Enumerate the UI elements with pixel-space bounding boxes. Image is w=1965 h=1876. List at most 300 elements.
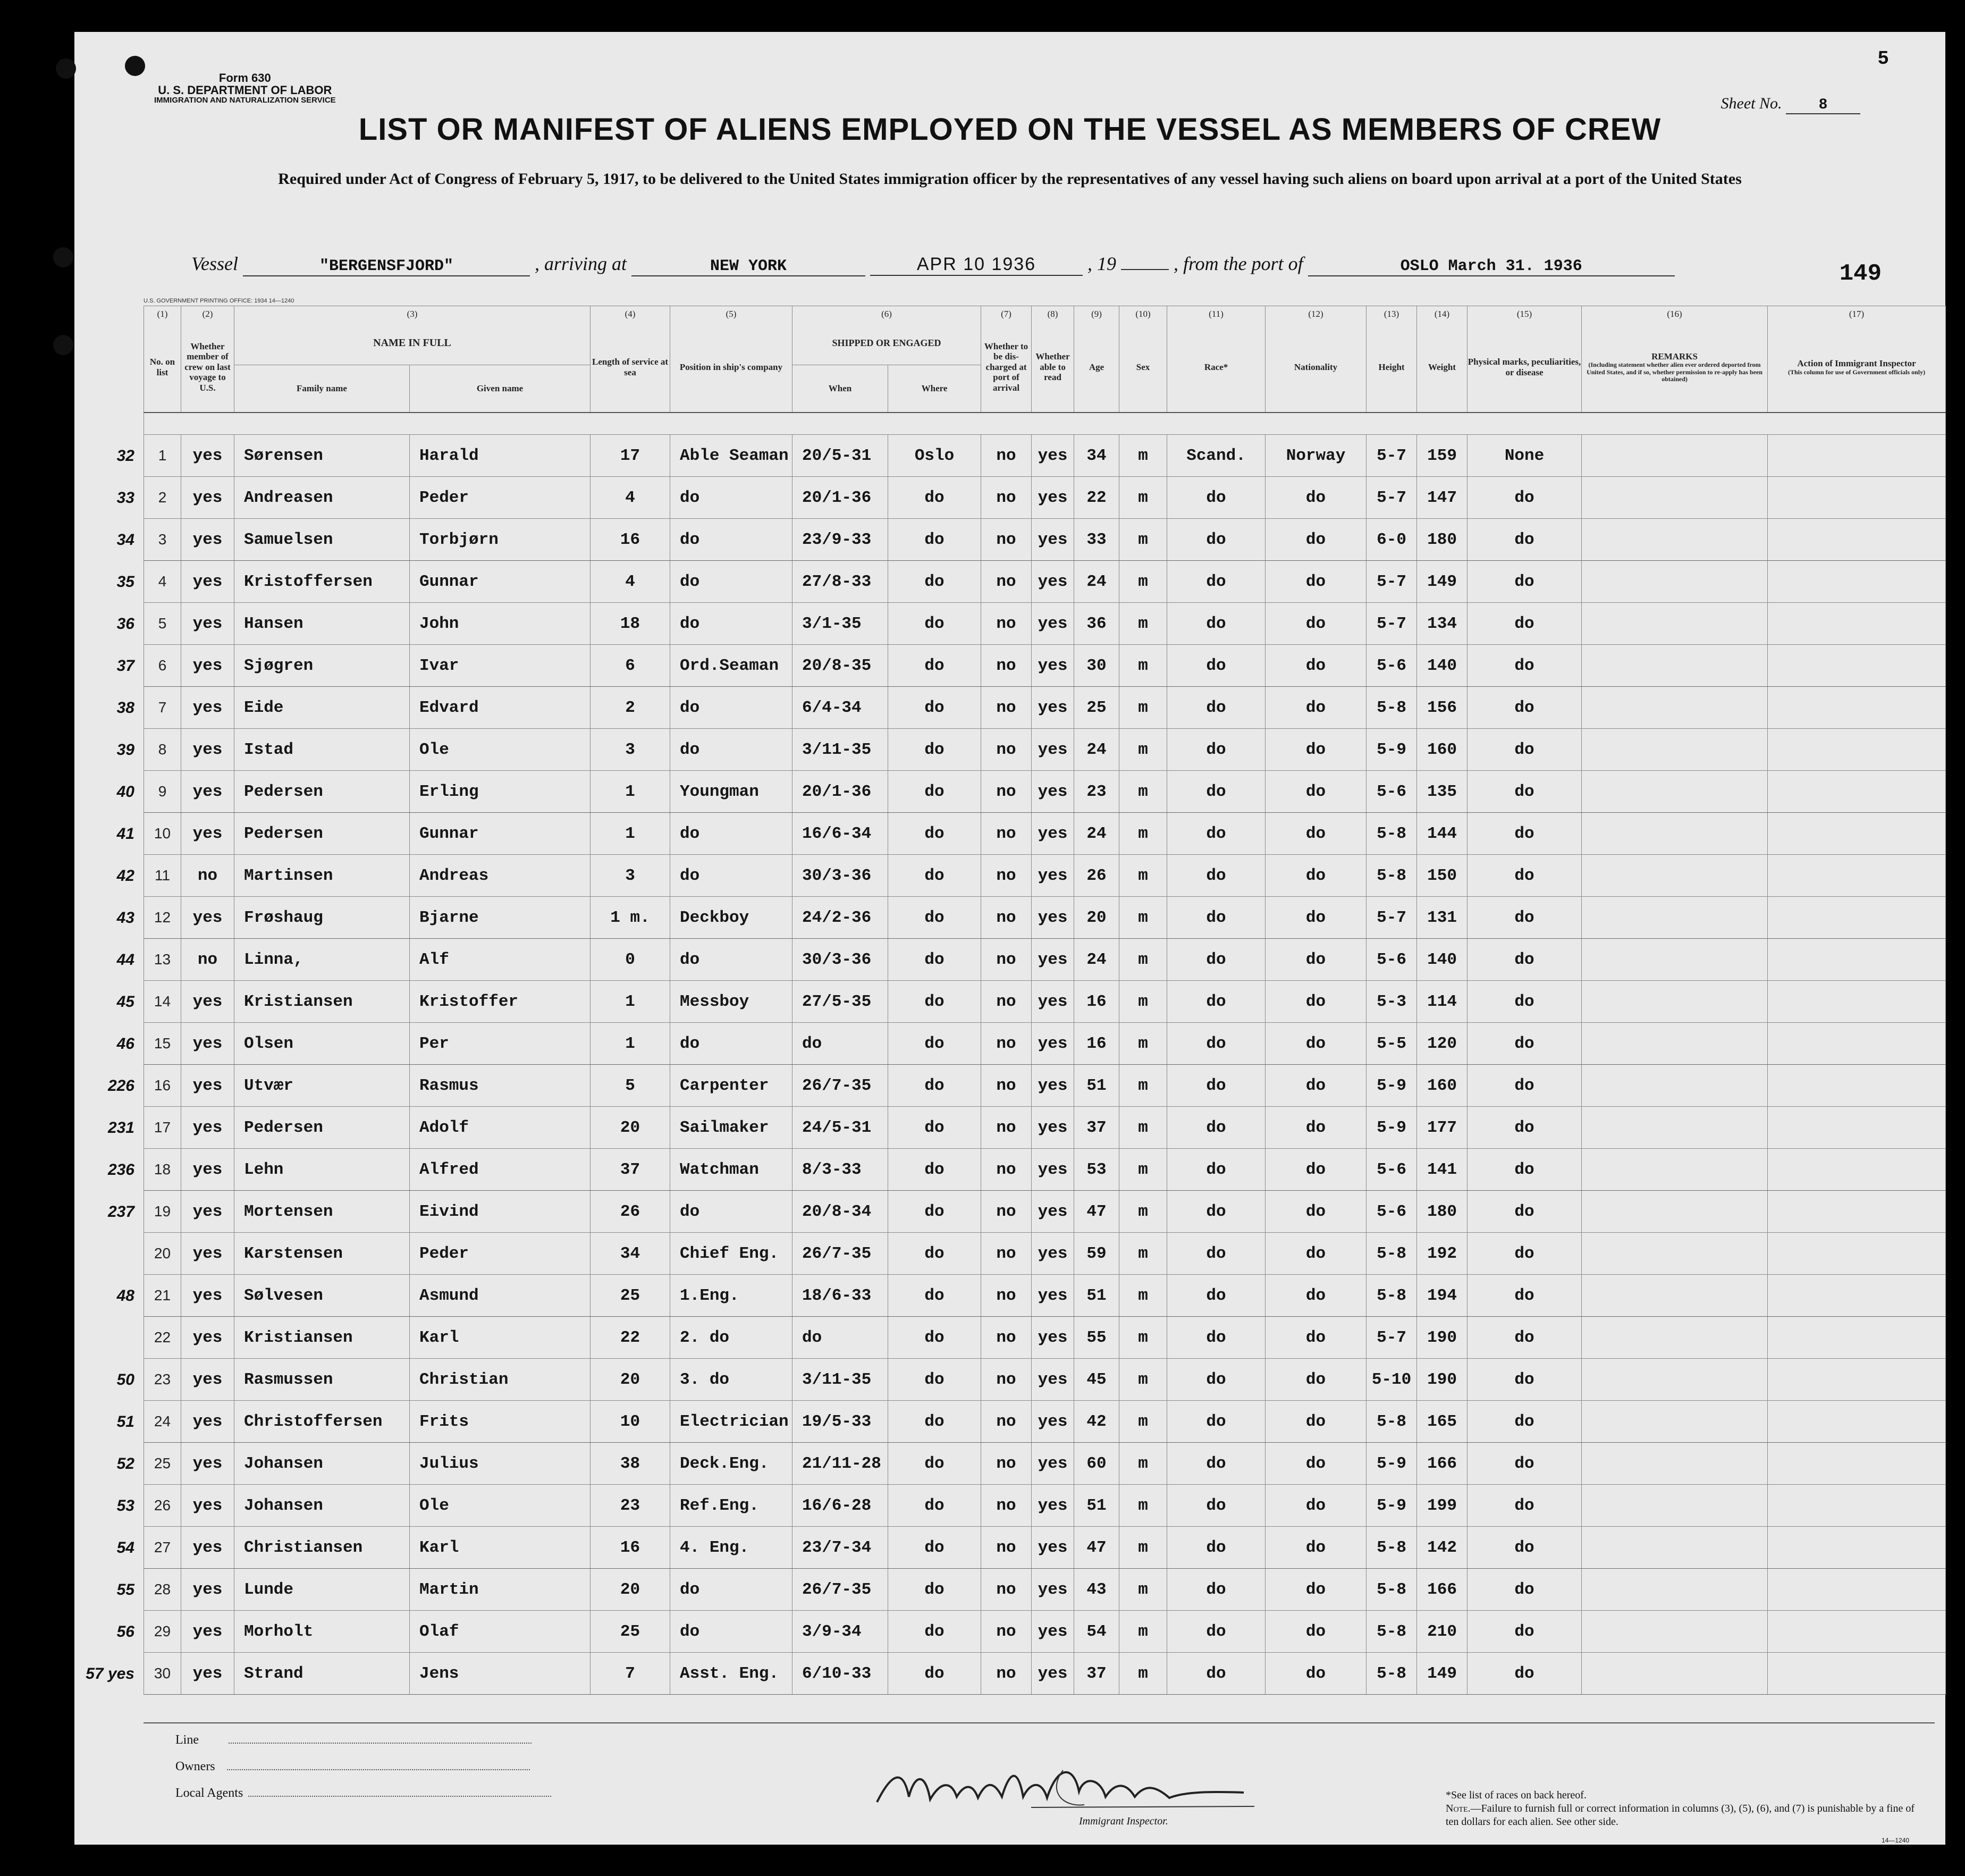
remarks-cell xyxy=(1582,435,1768,477)
nationality-cell: do xyxy=(1266,1317,1367,1359)
shipped-when-cell: 20/8-35 xyxy=(792,645,888,687)
row-number-text: 25 xyxy=(154,1455,171,1471)
inspector-action-cell xyxy=(1768,477,1946,519)
position-cell: do xyxy=(670,729,792,771)
position-cell: 4. Eng. xyxy=(670,1527,792,1569)
shipped-when-cell: 16/6-28 xyxy=(792,1485,888,1527)
given-name-cell: Ivar xyxy=(410,645,591,687)
given-name-cell: Frits xyxy=(410,1401,591,1443)
age-cell: 51 xyxy=(1074,1275,1119,1317)
inspector-action-cell xyxy=(1768,1317,1946,1359)
service-length-cell: 6 xyxy=(591,645,670,687)
given-name-cell: Asmund xyxy=(410,1275,591,1317)
remarks-cell xyxy=(1582,897,1768,939)
crew-row xyxy=(144,687,1946,729)
discharged-cell: no xyxy=(981,897,1032,939)
last-voyage-cell: yes xyxy=(181,1023,234,1065)
height-cell: 5-8 xyxy=(1367,813,1417,855)
row-number-text: 22 xyxy=(154,1329,171,1345)
age-cell: 16 xyxy=(1074,1023,1119,1065)
col-num: (14) xyxy=(1417,306,1468,323)
remarks-cell xyxy=(1582,939,1768,981)
able-read-cell: yes xyxy=(1032,435,1074,477)
race-cell: do xyxy=(1167,1149,1266,1191)
service-length-cell: 5 xyxy=(591,1065,670,1107)
last-voyage-cell: no xyxy=(181,855,234,897)
remarks-cell xyxy=(1582,1569,1768,1611)
form-number: Form 630 xyxy=(218,71,271,85)
sex-cell: m xyxy=(1119,477,1167,519)
height-cell: 5-10 xyxy=(1367,1359,1417,1401)
position-cell: do xyxy=(670,855,792,897)
able-read-cell: yes xyxy=(1032,1233,1074,1275)
row-number xyxy=(86,1653,181,1695)
last-voyage-cell: yes xyxy=(181,1569,234,1611)
row-number-text: 27 xyxy=(154,1539,171,1555)
able-read-cell: yes xyxy=(1032,981,1074,1023)
discharged-cell: no xyxy=(981,561,1032,603)
position-cell: Sailmaker xyxy=(670,1107,792,1149)
physical-marks-cell: do xyxy=(1468,855,1582,897)
shipped-when-cell: 20/1-36 xyxy=(792,477,888,519)
physical-marks-cell: do xyxy=(1468,939,1582,981)
line-field xyxy=(229,1743,532,1744)
service-length-cell: 16 xyxy=(591,1527,670,1569)
weight-cell: 194 xyxy=(1417,1275,1468,1317)
race-cell: do xyxy=(1167,1191,1266,1233)
shipped-when-cell: 3/11-35 xyxy=(792,1359,888,1401)
row-number-text: 8 xyxy=(158,741,167,758)
weight-cell: 144 xyxy=(1417,813,1468,855)
family-name-cell: Sølvesen xyxy=(234,1275,410,1317)
nationality-cell: do xyxy=(1266,603,1367,645)
able-read-cell: yes xyxy=(1032,855,1074,897)
service-length-cell: 25 xyxy=(591,1611,670,1653)
department-name: U. S. DEPARTMENT OF LABOR xyxy=(158,83,332,97)
inspector-action-cell xyxy=(1768,1359,1946,1401)
last-voyage-cell: yes xyxy=(181,1443,234,1485)
height-cell: 5-8 xyxy=(1367,1527,1417,1569)
given-name-cell: Christian xyxy=(410,1359,591,1401)
nationality-cell: do xyxy=(1266,813,1367,855)
crew-row xyxy=(144,1401,1946,1443)
race-cell: do xyxy=(1167,855,1266,897)
weight-cell: 140 xyxy=(1417,645,1468,687)
nationality-cell: do xyxy=(1266,645,1367,687)
owners-field xyxy=(227,1769,530,1770)
race-cell: do xyxy=(1167,1065,1266,1107)
nationality-cell: do xyxy=(1266,771,1367,813)
service-length-cell: 4 xyxy=(591,477,670,519)
last-voyage-cell: yes xyxy=(181,1149,234,1191)
position-cell: Able Seaman xyxy=(670,435,792,477)
row-number xyxy=(107,1191,181,1233)
physical-marks-cell: do xyxy=(1468,561,1582,603)
able-read-cell: yes xyxy=(1032,1065,1074,1107)
margin-number: 53 xyxy=(116,1497,134,1515)
shipped-where-cell: do xyxy=(888,1611,981,1653)
row-number-text: 29 xyxy=(154,1623,171,1639)
weight-cell: 192 xyxy=(1417,1233,1468,1275)
age-cell: 51 xyxy=(1074,1485,1119,1527)
age-cell: 47 xyxy=(1074,1191,1119,1233)
sex-cell: m xyxy=(1119,1191,1167,1233)
last-voyage-cell: yes xyxy=(181,519,234,561)
col-num: (10) xyxy=(1119,306,1167,323)
able-read-cell: yes xyxy=(1032,561,1074,603)
nationality-cell: do xyxy=(1266,1275,1367,1317)
weight-cell: 156 xyxy=(1417,687,1468,729)
crew-row xyxy=(144,1317,1946,1359)
row-number-text: 11 xyxy=(154,867,171,884)
nationality-cell: do xyxy=(1266,855,1367,897)
shipped-when-cell: 3/11-35 xyxy=(792,729,888,771)
able-read-cell: yes xyxy=(1032,477,1074,519)
header-name-in-full: NAME IN FULL xyxy=(234,322,591,365)
race-cell: do xyxy=(1167,1653,1266,1695)
col-num: (2) xyxy=(181,306,234,323)
discharged-cell: no xyxy=(981,1653,1032,1695)
able-read-cell: yes xyxy=(1032,645,1074,687)
arriving-port: NEW YORK xyxy=(631,257,865,276)
height-cell: 5-6 xyxy=(1367,771,1417,813)
family-name-cell: Kristiansen xyxy=(234,1317,410,1359)
inspector-signature xyxy=(872,1760,1276,1818)
shipped-where-cell: do xyxy=(888,519,981,561)
margin-number: 236 xyxy=(107,1161,134,1179)
row-number-text: 26 xyxy=(154,1497,171,1513)
given-name-cell: Adolf xyxy=(410,1107,591,1149)
service-length-cell: 26 xyxy=(591,1191,670,1233)
sex-cell: m xyxy=(1119,603,1167,645)
nationality-cell: do xyxy=(1266,939,1367,981)
header-age: Age xyxy=(1074,322,1119,413)
last-voyage-cell: yes xyxy=(181,1107,234,1149)
row-number-text: 9 xyxy=(158,783,167,800)
height-cell: 5-8 xyxy=(1367,1569,1417,1611)
row-number-text: 15 xyxy=(154,1035,171,1051)
race-cell: do xyxy=(1167,1527,1266,1569)
shipped-where-cell: do xyxy=(888,1233,981,1275)
sex-cell: m xyxy=(1119,813,1167,855)
remarks-cell xyxy=(1582,1443,1768,1485)
nationality-cell: do xyxy=(1266,1443,1367,1485)
age-cell: 20 xyxy=(1074,897,1119,939)
height-cell: 5-5 xyxy=(1367,1023,1417,1065)
inspector-action-cell xyxy=(1768,645,1946,687)
crew-row xyxy=(144,561,1946,603)
last-voyage-cell: yes xyxy=(181,897,234,939)
sex-cell: m xyxy=(1119,687,1167,729)
family-name-cell: Christiansen xyxy=(234,1527,410,1569)
row-number xyxy=(116,855,181,897)
sex-cell: m xyxy=(1119,897,1167,939)
age-cell: 60 xyxy=(1074,1443,1119,1485)
sex-cell: m xyxy=(1119,729,1167,771)
shipped-when-cell: 26/7-35 xyxy=(792,1065,888,1107)
margin-number: 56 xyxy=(116,1623,134,1641)
position-cell: Watchman xyxy=(670,1149,792,1191)
service-length-cell: 38 xyxy=(591,1443,670,1485)
sex-cell: m xyxy=(1119,855,1167,897)
crew-row xyxy=(144,1527,1946,1569)
able-read-cell: yes xyxy=(1032,897,1074,939)
shipped-when-cell: 23/9-33 xyxy=(792,519,888,561)
age-cell: 47 xyxy=(1074,1527,1119,1569)
crew-row xyxy=(144,897,1946,939)
row-number-text: 23 xyxy=(154,1371,171,1387)
position-cell: Ord.Seaman xyxy=(670,645,792,687)
footer-labels xyxy=(175,1733,551,1813)
weight-cell: 180 xyxy=(1417,1191,1468,1233)
family-name-cell: Pedersen xyxy=(234,1107,410,1149)
inspector-action-cell xyxy=(1768,1569,1946,1611)
row-number xyxy=(116,687,181,729)
race-cell: do xyxy=(1167,897,1266,939)
last-voyage-cell: yes xyxy=(181,1359,234,1401)
inspector-action-cell xyxy=(1768,561,1946,603)
shipped-when-cell: 20/5-31 xyxy=(792,435,888,477)
nationality-cell: do xyxy=(1266,1611,1367,1653)
remarks-cell xyxy=(1582,981,1768,1023)
remarks-cell xyxy=(1582,1107,1768,1149)
row-number-text: 7 xyxy=(158,699,167,716)
age-cell: 24 xyxy=(1074,813,1119,855)
age-cell: 30 xyxy=(1074,645,1119,687)
shipped-where-cell: do xyxy=(888,1149,981,1191)
family-name-cell: Johansen xyxy=(234,1485,410,1527)
binding-hole xyxy=(53,335,73,355)
age-cell: 51 xyxy=(1074,1065,1119,1107)
last-voyage-cell: yes xyxy=(181,813,234,855)
shipped-where-cell: do xyxy=(888,939,981,981)
race-cell: do xyxy=(1167,1317,1266,1359)
shipped-where-cell: do xyxy=(888,561,981,603)
family-name-cell: Morholt xyxy=(234,1611,410,1653)
weight-cell: 131 xyxy=(1417,897,1468,939)
remarks-cell xyxy=(1582,1191,1768,1233)
given-name-cell: Peder xyxy=(410,477,591,519)
shipped-when-cell: 30/3-36 xyxy=(792,855,888,897)
row-number xyxy=(116,603,181,645)
row-number xyxy=(116,897,181,939)
shipped-when-cell: 21/11-28 xyxy=(792,1443,888,1485)
shipped-when-cell: 8/3-33 xyxy=(792,1149,888,1191)
able-read-cell: yes xyxy=(1032,603,1074,645)
nationality-cell: Norway xyxy=(1266,435,1367,477)
form-code: 14—1240 xyxy=(1882,1837,1910,1844)
shipped-where-cell: do xyxy=(888,1485,981,1527)
given-name-cell: Torbjørn xyxy=(410,519,591,561)
header-discharged: Whether to be dis-charged at port of arrival xyxy=(981,322,1032,413)
shipped-when-cell: 26/7-35 xyxy=(792,1569,888,1611)
margin-number: 34 xyxy=(116,531,134,549)
remarks-cell xyxy=(1582,1359,1768,1401)
remarks-cell xyxy=(1582,1653,1768,1695)
header-family-name: Family name xyxy=(234,365,410,413)
shipped-when-cell: 19/5-33 xyxy=(792,1401,888,1443)
age-cell: 42 xyxy=(1074,1401,1119,1443)
race-cell: do xyxy=(1167,1359,1266,1401)
able-read-cell: yes xyxy=(1032,1191,1074,1233)
remarks-cell xyxy=(1582,603,1768,645)
given-name-cell: Rasmus xyxy=(410,1065,591,1107)
sex-cell: m xyxy=(1119,561,1167,603)
shipped-when-cell: 6/10-33 xyxy=(792,1653,888,1695)
family-name-cell: Sjøgren xyxy=(234,645,410,687)
remarks-cell xyxy=(1582,645,1768,687)
able-read-cell: yes xyxy=(1032,1527,1074,1569)
position-cell: 3. do xyxy=(670,1359,792,1401)
physical-marks-cell: do xyxy=(1468,981,1582,1023)
remarks-cell xyxy=(1582,561,1768,603)
position-cell: 2. do xyxy=(670,1317,792,1359)
given-name-cell: Erling xyxy=(410,771,591,813)
height-cell: 5-8 xyxy=(1367,1401,1417,1443)
race-cell: do xyxy=(1167,1107,1266,1149)
binding-hole xyxy=(56,58,76,79)
weight-cell: 190 xyxy=(1417,1359,1468,1401)
row-number xyxy=(116,1569,181,1611)
inspector-action-cell xyxy=(1768,1443,1946,1485)
col-num: (16) xyxy=(1582,306,1768,323)
family-name-cell: Lunde xyxy=(234,1569,410,1611)
height-cell: 5-3 xyxy=(1367,981,1417,1023)
able-read-cell: yes xyxy=(1032,729,1074,771)
position-cell: do xyxy=(670,519,792,561)
discharged-cell: no xyxy=(981,1485,1032,1527)
position-cell: 1.Eng. xyxy=(670,1275,792,1317)
height-cell: 5-6 xyxy=(1367,939,1417,981)
shipped-where-cell: do xyxy=(888,1317,981,1359)
inspector-action-cell xyxy=(1768,1527,1946,1569)
owners-label: Owners xyxy=(175,1760,215,1773)
family-name-cell: Strand xyxy=(234,1653,410,1695)
vessel-line xyxy=(191,253,1871,276)
physical-marks-cell: do xyxy=(1468,519,1582,561)
physical-marks-cell: do xyxy=(1468,645,1582,687)
service-length-cell: 20 xyxy=(591,1107,670,1149)
discharged-cell: no xyxy=(981,1527,1032,1569)
given-name-cell: Alf xyxy=(410,939,591,981)
able-read-cell: yes xyxy=(1032,1611,1074,1653)
inspector-action-cell xyxy=(1768,519,1946,561)
race-cell: do xyxy=(1167,1275,1266,1317)
given-name-cell: Karl xyxy=(410,1317,591,1359)
physical-marks-cell: do xyxy=(1468,771,1582,813)
header-last-voyage: Whether member of crew on last voyage to U.S. xyxy=(181,322,234,413)
form-identifier xyxy=(154,72,336,105)
last-voyage-cell: yes xyxy=(181,435,234,477)
races-note: *See list of races on back hereof. xyxy=(1446,1789,1587,1801)
nationality-cell: do xyxy=(1266,1653,1367,1695)
last-voyage-cell: yes xyxy=(181,771,234,813)
header-length-service: Length of service at sea xyxy=(591,322,670,413)
header-weight: Weight xyxy=(1417,322,1468,413)
position-cell: do xyxy=(670,561,792,603)
row-number xyxy=(116,561,181,603)
binding-hole xyxy=(53,247,73,267)
given-name-cell: Bjarne xyxy=(410,897,591,939)
col-num: (7) xyxy=(981,306,1032,323)
height-cell: 5-8 xyxy=(1367,1653,1417,1695)
crew-row xyxy=(144,771,1946,813)
remarks-cell xyxy=(1582,1527,1768,1569)
line-label: Line xyxy=(175,1733,199,1747)
sex-cell: m xyxy=(1119,1065,1167,1107)
service-length-cell: 17 xyxy=(591,435,670,477)
age-cell: 59 xyxy=(1074,1233,1119,1275)
crew-row xyxy=(144,645,1946,687)
race-cell: do xyxy=(1167,1443,1266,1485)
col-num: (8) xyxy=(1032,306,1074,323)
service-length-cell: 7 xyxy=(591,1653,670,1695)
family-name-cell: Rasmussen xyxy=(234,1359,410,1401)
shipped-when-cell: do xyxy=(792,1317,888,1359)
remarks-cell xyxy=(1582,1611,1768,1653)
able-read-cell: yes xyxy=(1032,939,1074,981)
given-name-cell: Peder xyxy=(410,1233,591,1275)
inspector-action-cell xyxy=(1768,1275,1946,1317)
header-where: Where xyxy=(888,365,981,413)
last-voyage-cell: yes xyxy=(181,1317,234,1359)
shipped-when-cell: 24/5-31 xyxy=(792,1107,888,1149)
physical-marks-cell: do xyxy=(1468,687,1582,729)
action-note: (This column for use of Government officials only) xyxy=(1787,368,1926,376)
discharged-cell: no xyxy=(981,855,1032,897)
remarks-cell xyxy=(1582,1401,1768,1443)
row-number-text: 1 xyxy=(158,447,167,464)
col-num: (4) xyxy=(591,306,670,323)
margin-number: 45 xyxy=(116,993,134,1011)
height-cell: 5-7 xyxy=(1367,897,1417,939)
note-label: Note. xyxy=(1446,1803,1471,1814)
inspector-action-cell xyxy=(1768,1233,1946,1275)
row-number-text: 21 xyxy=(154,1287,171,1303)
race-cell: do xyxy=(1167,1485,1266,1527)
inspector-action-cell xyxy=(1768,855,1946,897)
nationality-cell: do xyxy=(1266,1023,1367,1065)
height-cell: 5-6 xyxy=(1367,1191,1417,1233)
page-title: LIST OR MANIFEST OF ALIENS EMPLOYED ON THE VESSEL AS MEMBERS OF CREW xyxy=(358,112,1662,147)
row-number xyxy=(116,981,181,1023)
position-cell: do xyxy=(670,687,792,729)
family-name-cell: Samuelsen xyxy=(234,519,410,561)
remarks-cell xyxy=(1582,477,1768,519)
service-length-cell: 16 xyxy=(591,519,670,561)
shipped-when-cell: 30/3-36 xyxy=(792,939,888,981)
age-cell: 34 xyxy=(1074,435,1119,477)
sex-cell: m xyxy=(1119,1443,1167,1485)
nationality-cell: do xyxy=(1266,1191,1367,1233)
sex-cell: m xyxy=(1119,771,1167,813)
margin-number: 51 xyxy=(116,1413,134,1431)
shipped-when-cell: 3/9-34 xyxy=(792,1611,888,1653)
age-cell: 24 xyxy=(1074,561,1119,603)
race-cell: do xyxy=(1167,1233,1266,1275)
weight-cell: 134 xyxy=(1417,603,1468,645)
age-cell: 55 xyxy=(1074,1317,1119,1359)
margin-number: 39 xyxy=(116,741,134,759)
nationality-cell: do xyxy=(1266,1485,1367,1527)
row-number xyxy=(144,1317,181,1359)
sex-cell: m xyxy=(1119,1653,1167,1695)
margin-number: 41 xyxy=(116,825,134,843)
service-length-cell: 20 xyxy=(591,1359,670,1401)
age-cell: 53 xyxy=(1074,1149,1119,1191)
row-number-text: 17 xyxy=(154,1119,171,1135)
header-race: Race* xyxy=(1167,322,1266,413)
